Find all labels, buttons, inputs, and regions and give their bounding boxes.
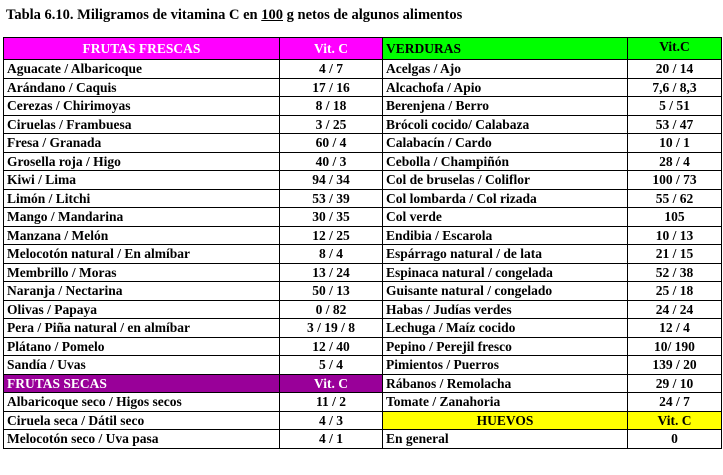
food-name-cell: Espárrago natural / de lata — [383, 245, 628, 264]
food-name-cell: Melocotón natural / En almíbar — [4, 245, 280, 264]
food-name-cell: Habas / Judías verdes — [383, 300, 628, 319]
table-body — [4, 38, 722, 449]
table-row — [4, 208, 722, 227]
vit-c-value-cell: 94 / 34 — [280, 171, 383, 190]
vit-c-value-cell: 4 / 3 — [280, 411, 383, 430]
vit-c-value-cell: 3 / 19 / 8 — [280, 319, 383, 338]
vit-c-value-cell: 20 / 14 — [628, 60, 722, 79]
vit-c-value-cell: 55 / 62 — [628, 189, 722, 208]
food-name-cell: Plátano / Pomelo — [4, 337, 280, 356]
food-name-cell: Limón / Litchi — [4, 189, 280, 208]
food-name-cell: En general — [383, 430, 628, 449]
vit-c-value-cell: 12 / 40 — [280, 337, 383, 356]
vit-c-value-cell: 0 / 82 — [280, 300, 383, 319]
table-row — [4, 430, 722, 449]
vit-c-value-cell: 25 / 18 — [628, 282, 722, 301]
vit-c-value-cell: 4 / 1 — [280, 430, 383, 449]
food-name-cell: Aguacate / Albaricoque — [4, 60, 280, 79]
food-name-cell: Rábanos / Remolacha — [383, 374, 628, 393]
table-row — [4, 115, 722, 134]
food-name-cell: Cerezas / Chirimoyas — [4, 97, 280, 116]
vitamin-c-table — [3, 37, 722, 449]
title-underlined: 100 — [261, 7, 283, 23]
table-title — [6, 4, 706, 26]
table-row — [4, 374, 722, 393]
food-name-cell: Grosella roja / Higo — [4, 152, 280, 171]
food-name-cell: Fresa / Granada — [4, 134, 280, 153]
food-name-cell: Col lombarda / Col rizada — [383, 189, 628, 208]
verduras-vit-header: Vit.C — [628, 38, 722, 60]
table-row — [4, 226, 722, 245]
food-name-cell: Alcachofa / Apio — [383, 78, 628, 97]
food-name-cell: Albaricoque seco / Higos secos — [4, 393, 280, 412]
vit-c-value-cell: 100 / 73 — [628, 171, 722, 190]
vit-c-value-cell: 40 / 3 — [280, 152, 383, 171]
table-row — [4, 393, 722, 412]
vit-c-value-cell: 10 / 1 — [628, 134, 722, 153]
food-name-cell: Melocotón seco / Uva pasa — [4, 430, 280, 449]
vit-c-value-cell: 4 / 7 — [280, 60, 383, 79]
table-row — [4, 300, 722, 319]
food-name-cell: Ciruelas / Frambuesa — [4, 115, 280, 134]
vit-c-value-cell: 13 / 24 — [280, 263, 383, 282]
food-name-cell: Cebolla / Champiñón — [383, 152, 628, 171]
food-name-cell: Col de bruselas / Coliflor — [383, 171, 628, 190]
vit-c-value-cell: 105 — [628, 208, 722, 227]
vit-c-value-cell: 60 / 4 — [280, 134, 383, 153]
vit-c-value-cell: 10 / 13 — [628, 226, 722, 245]
food-name-cell: Berenjena / Berro — [383, 97, 628, 116]
food-name-cell: Col verde — [383, 208, 628, 227]
food-name-cell: Brócoli cocido/ Calabaza — [383, 115, 628, 134]
food-name-cell: Espinaca natural / congelada — [383, 263, 628, 282]
vit-c-value-cell: 8 / 18 — [280, 97, 383, 116]
verduras-header: VERDURAS — [383, 38, 628, 60]
vit-c-value-cell: 24 / 24 — [628, 300, 722, 319]
food-name-cell: Acelgas / Ajo — [383, 60, 628, 79]
table-row — [4, 263, 722, 282]
table-row — [4, 319, 722, 338]
table-row — [4, 134, 722, 153]
vit-c-value-cell: 12 / 25 — [280, 226, 383, 245]
food-name-cell: Endibia / Escarola — [383, 226, 628, 245]
table-row — [4, 97, 722, 116]
table-row — [4, 356, 722, 375]
food-name-cell: Pimientos / Puerros — [383, 356, 628, 375]
huevos-vit-header: Vit. C — [628, 411, 722, 430]
vit-c-value-cell: 5 / 51 — [628, 97, 722, 116]
vit-c-value-cell: 7,6 / 8,3 — [628, 78, 722, 97]
vit-c-value-cell: 11 / 2 — [280, 393, 383, 412]
food-name-cell: Calabacín / Cardo — [383, 134, 628, 153]
vit-c-value-cell: 8 / 4 — [280, 245, 383, 264]
food-name-cell: Mango / Mandarina — [4, 208, 280, 227]
frutas-frescas-vit-header: Vit. C — [280, 38, 383, 60]
table-row — [4, 60, 722, 79]
food-name-cell: Manzana / Melón — [4, 226, 280, 245]
frutas-secas-vit-header: Vit. C — [280, 374, 383, 393]
table-row — [4, 152, 722, 171]
vit-c-value-cell: 28 / 4 — [628, 152, 722, 171]
title-prefix: Tabla 6.10. Miligramos de vitamina C en — [6, 7, 262, 23]
huevos-header: HUEVOS — [383, 411, 628, 430]
table-row — [4, 411, 722, 430]
vit-c-value-cell: 52 / 38 — [628, 263, 722, 282]
vit-c-value-cell: 50 / 13 — [280, 282, 383, 301]
vit-c-value-cell: 10/ 190 — [628, 337, 722, 356]
table-row — [4, 171, 722, 190]
table-row — [4, 337, 722, 356]
vit-c-value-cell: 17 / 16 — [280, 78, 383, 97]
vit-c-value-cell: 3 / 25 — [280, 115, 383, 134]
food-name-cell: Tomate / Zanahoria — [383, 393, 628, 412]
table-row — [4, 245, 722, 264]
food-name-cell: Lechuga / Maíz cocido — [383, 319, 628, 338]
food-name-cell: Pepino / Perejil fresco — [383, 337, 628, 356]
vit-c-value-cell: 53 / 39 — [280, 189, 383, 208]
food-name-cell: Naranja / Nectarina — [4, 282, 280, 301]
food-name-cell: Membrillo / Moras — [4, 263, 280, 282]
vit-c-value-cell: 5 / 4 — [280, 356, 383, 375]
table-row — [4, 38, 722, 60]
food-name-cell: Pera / Piña natural / en almíbar — [4, 319, 280, 338]
table-row — [4, 282, 722, 301]
food-name-cell: Kiwi / Lima — [4, 171, 280, 190]
vit-c-value-cell: 0 — [628, 430, 722, 449]
vit-c-value-cell: 53 / 47 — [628, 115, 722, 134]
vit-c-value-cell: 30 / 35 — [280, 208, 383, 227]
vit-c-value-cell: 12 / 4 — [628, 319, 722, 338]
food-name-cell: Ciruela seca / Dátil seco — [4, 411, 280, 430]
frutas-frescas-header: FRUTAS FRESCAS — [4, 38, 280, 60]
vit-c-value-cell: 24 / 7 — [628, 393, 722, 412]
frutas-secas-header: FRUTAS SECAS — [4, 374, 280, 393]
food-name-cell: Guisante natural / congelado — [383, 282, 628, 301]
food-name-cell: Arándano / Caquis — [4, 78, 280, 97]
table-row — [4, 78, 722, 97]
food-name-cell: Olivas / Papaya — [4, 300, 280, 319]
vit-c-value-cell: 29 / 10 — [628, 374, 722, 393]
vit-c-value-cell: 21 / 15 — [628, 245, 722, 264]
table-row — [4, 189, 722, 208]
food-name-cell: Sandía / Uvas — [4, 356, 280, 375]
title-suffix: g netos de algunos alimentos — [283, 7, 463, 23]
vit-c-value-cell: 139 / 20 — [628, 356, 722, 375]
